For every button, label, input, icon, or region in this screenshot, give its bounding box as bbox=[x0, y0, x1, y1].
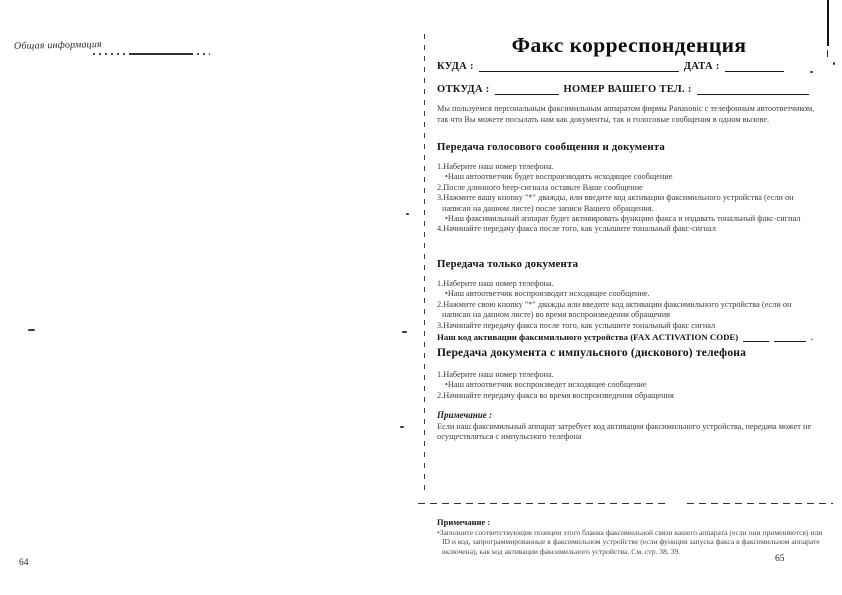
note-pulse-phone bbox=[437, 410, 817, 443]
list-item: 4.Начинайте передачу факса после того, как услышите тональный факс-сигнал bbox=[437, 224, 716, 234]
list-item: 3.Нажмите вашу кнопку "*" дважды, или введите код активации факсимильного устройства (если он написан на данном листе) после записи Вашего обращения. bbox=[437, 193, 794, 213]
list-bullet: •Наш автоответчик будет воспроизводить исходящее сообщение bbox=[445, 172, 673, 182]
note-text: •Заполните соответствующие позиции этого бланка факсимильной связи вашего аппарата (если они применяются) или ID и код, запрограммированные в факсимильном устройстве (если функция запуска факса в факсимильном аппарате включена), как код активации факсимильного устройства. См. стр. 38, 39. bbox=[437, 528, 823, 556]
to-field-label: КУДА : bbox=[437, 61, 474, 72]
phone-field-label: НОМЕР ВАШЕГО ТЕЛ. : bbox=[563, 84, 692, 95]
intro-paragraph: Мы пользуемся персональным факсимильным аппаратом фирмы Panasonic с телефонным автоответчиком, так что Вы можете посылать нам как документы, так и голосовые сообщения в одном вызове. bbox=[437, 104, 815, 124]
list-bullet: •Наш автоответчик воспроизведет исходящее сообщение bbox=[445, 380, 647, 390]
list-bullet: •Наш автоответчик воспроизводит исходящее сообщение. bbox=[445, 289, 650, 299]
fax-activation-code-row bbox=[437, 330, 813, 342]
rule-dotted-segment bbox=[93, 53, 129, 54]
list-item: 1.Наберите наш номер телефона. bbox=[437, 279, 554, 288]
from-field-label: ОТКУДА : bbox=[437, 84, 490, 95]
scan-artifact bbox=[402, 331, 407, 333]
section-heading: Передача только документа bbox=[437, 258, 579, 270]
rule-solid-segment bbox=[129, 53, 193, 54]
section-pulse-phone bbox=[437, 347, 817, 401]
chapter-rule bbox=[93, 53, 210, 55]
scan-artifact bbox=[400, 426, 404, 428]
list-item: 1.Наберите наш номер телефона. bbox=[437, 162, 554, 171]
list-item: 2.Начинайте передачу факса во время воспроизведения обращения bbox=[437, 390, 674, 400]
phone-field-blank-line bbox=[697, 83, 809, 95]
fax-code-blank-line bbox=[743, 330, 769, 342]
fax-code-blank-line-2 bbox=[774, 330, 806, 342]
list-item: 3.Начинайте передачу факса после того, как услышите тональный факс сигнал bbox=[437, 320, 716, 330]
page-number-left: 64 bbox=[19, 558, 29, 568]
section-voice-and-document bbox=[437, 141, 817, 235]
section-heading: Передача документа с импульсного (дискового) телефона bbox=[437, 347, 747, 359]
section-heading: Передача голосового сообщения и документа bbox=[437, 141, 665, 153]
note-text: Если наш факсимильный аппарат затребует код активации факсимильного устройства, передача может не осуществляться с импульсного телефона bbox=[437, 422, 812, 442]
rule-dotted-end bbox=[197, 53, 210, 54]
field-row-from-phone bbox=[437, 83, 814, 95]
dashed-separator-right bbox=[687, 503, 833, 504]
scan-artifact bbox=[406, 213, 409, 215]
to-field-blank-line bbox=[479, 60, 679, 72]
section-document-only bbox=[437, 258, 817, 331]
fax-form-title: Факс корреспонденция bbox=[511, 33, 747, 57]
dashed-separator-left bbox=[418, 503, 665, 504]
footer-note bbox=[437, 517, 827, 556]
scan-artifact bbox=[28, 329, 35, 331]
list-item: 2.После длинного beep-сигнала оставьте Ваше сообщение bbox=[437, 182, 643, 192]
field-row-to-date bbox=[437, 60, 789, 72]
list-bullet: •Наш факсимильный аппарат будет активировать функцию факса и издавать тональный факс-сигнал bbox=[445, 214, 801, 224]
scan-artifact bbox=[833, 62, 835, 65]
fax-activation-code-label: Наш код активации факсимильного устройства (FAX ACTIVATION CODE) bbox=[437, 332, 739, 342]
fax-code-period: . bbox=[810, 332, 813, 342]
page-number-right: 65 bbox=[775, 554, 785, 564]
date-field-blank-line bbox=[725, 60, 784, 72]
list-item: 1.Наберите наш номер телефона. bbox=[437, 370, 554, 379]
chapter-label: Общая информация bbox=[13, 39, 102, 52]
page-fold-dashed-line bbox=[424, 34, 425, 492]
list-item: 2.Нажмите свою кнопку "*" дважды или введите код активации факсимильного устройства (если он написан на данном листе) во время воспроизведения обращения bbox=[437, 299, 792, 320]
scan-artifact bbox=[810, 71, 813, 73]
from-field-blank-line bbox=[495, 83, 559, 95]
note-label: Примечание : bbox=[437, 517, 491, 527]
date-field-label: ДАТА : bbox=[683, 61, 720, 72]
note-label: Примечание : bbox=[437, 410, 493, 420]
